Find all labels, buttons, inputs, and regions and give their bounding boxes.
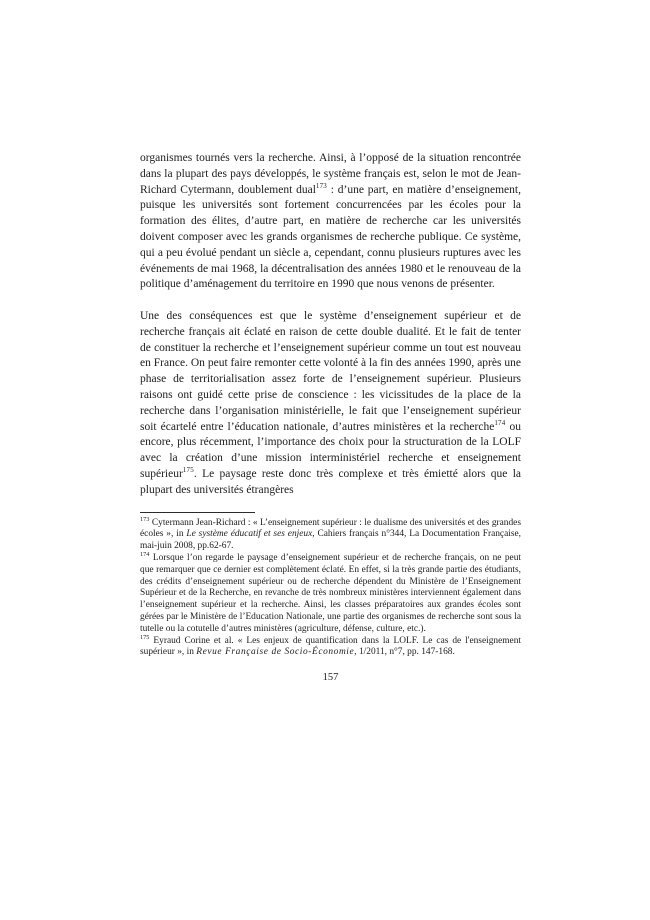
body-paragraph-2: [140, 309, 521, 499]
footnote-175-text-b: , 1/2011, n°7, pp. 147-168.: [354, 647, 455, 658]
footnote-174: [140, 550, 521, 636]
paragraph-2-text-a: Une des conséquences est que le système d’enseignement supérieur et de recherche français ait éclaté en raison de cette double dualité. Et le fait de tenter de constituer la recherche et l’enseignement supérieur comme un tout est nouveau en France. On peut faire remonter cette volonté à la fin des années 1990, après une phase de territorialisation assez forte de l’enseignement supérieur. Plusieurs raisons ont guidé cette prise de conscience : les vicissitudes de la place de la recherche dans l’organisation ministérielle, le fait que l’enseignement supérieur soit écartelé entre l’éducation nationale, d’autres ministères et la recherche: [140, 309, 521, 433]
paragraph-2-text-b: ou encore, plus récemment, l’importance des choix pour la structuration de la LOLF avec la création d’une mission interministériel recherche et enseignement supérieur: [140, 420, 521, 480]
footnote-173: [140, 515, 521, 553]
footnote-173-text-a: Cytermann Jean-Richard : « L’enseignement supérieur : le dualisme des universités et des grandes écoles », in: [140, 517, 521, 540]
text-column: [140, 151, 521, 683]
footnote-173-text-b: , Cahiers français n°344, La Documentation Française, mai-juin 2008, pp.62-67.: [140, 529, 521, 552]
page-number: 157: [322, 672, 339, 684]
paragraph-2-text-c: . Le paysage reste donc très complexe et très émietté alors que la plupart des universités étrangères: [140, 467, 521, 496]
footnote-ref-175: 175: [182, 466, 194, 475]
paragraph-1-text-b: : d’une part, en matière d’enseignement, puisque les universités sont fortement concurrencées par les écoles pour la formation des élites, d’autre part, en matière de recherche car les universités doivent composer avec les grands organismes de recherche publique. Ce système, qui a peu évolué pendant un siècle a, cependant, connu plusieurs ruptures avec les événements de mai 1968, la décentralisation des années 1980 et le renouveau de la politique d’aménagement du territoire en 1990 que nous venons de présenter.: [140, 183, 521, 291]
body-paragraph-1: [140, 151, 521, 293]
footnote-ref-173: 173: [315, 181, 327, 190]
footnote-175: [140, 633, 521, 660]
footnote-175-text-a: Eyraud Corine et al. « Les enjeux de quantification dans la LOLF. Le cas de l'enseignement supérieur », in: [140, 635, 521, 658]
footnote-173-marker: 173: [140, 515, 150, 523]
footnote-174-marker: 174: [140, 550, 150, 558]
footnote-175-journal-title: Revue Française de Socio-Économie: [196, 647, 355, 658]
footnote-173-work-title: Le système éducatif et ses enjeux: [186, 529, 313, 540]
footnote-ref-174: 174: [494, 418, 506, 427]
footnote-174-text: Lorsque l’on regarde le paysage d’enseignement supérieur et de recherche français, on ne peut que remarquer que ce dernier est complètement éclaté. En effet, si la très grande partie des étudiants, des crédits d’enseignement supérieur ou de recherche dépendent du Ministère de l’Enseignement Supérieur et de la Recherche, en revanche de très nombreux ministères interviennent également dans l’enseignement supérieur et la recherche. Ainsi, les classes préparatoires aux grandes écoles sont gérées par le Ministère de l’Education Nationale, une partie des organismes de recherche sont sous la tutelle ou la cotutelle d’autres ministères (agriculture, défense, culture, etc.).: [140, 552, 521, 634]
paragraph-1-text-a: organismes tournés vers la recherche. Ainsi, à l’opposé de la situation rencontrée dans la plupart des pays développés, le système français est, selon le mot de Jean-Richard Cytermann, doublement dual: [140, 152, 521, 196]
footnote-section: [140, 512, 521, 660]
footnote-separator: [140, 512, 255, 513]
footnote-175-marker: 175: [140, 633, 150, 641]
